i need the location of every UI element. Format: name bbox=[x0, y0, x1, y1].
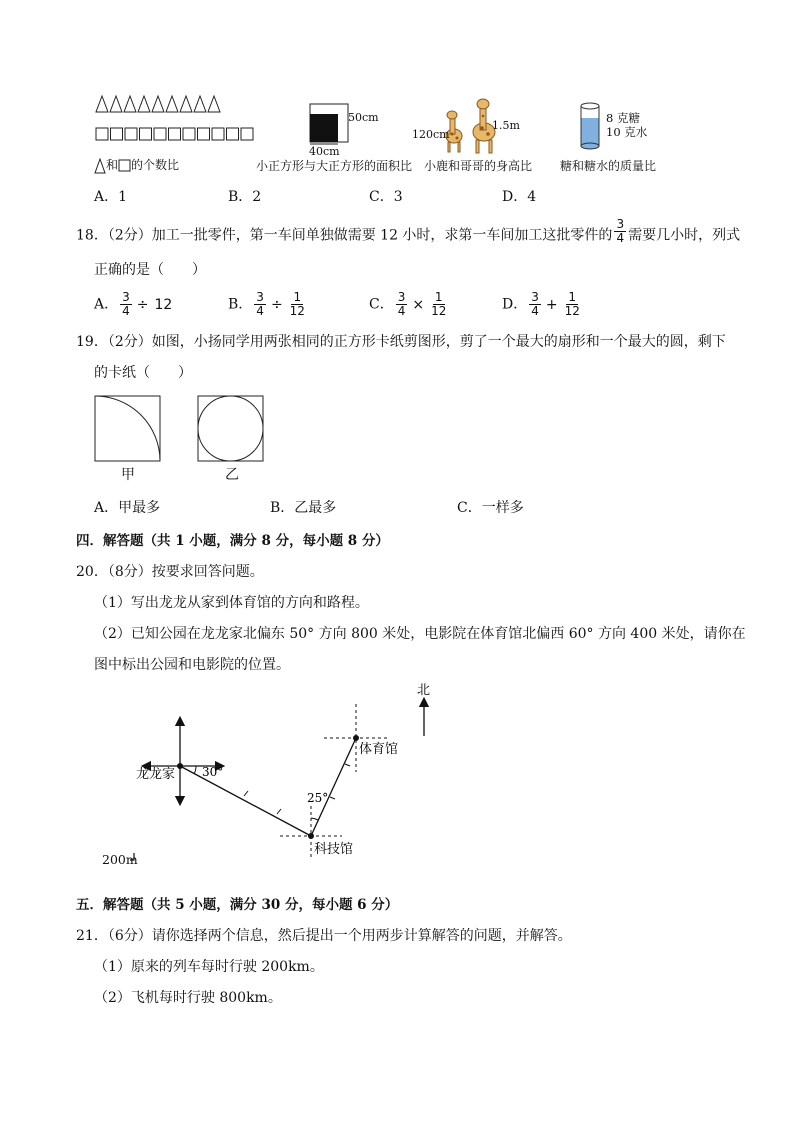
q17-option-d[interactable]: D．4 bbox=[502, 189, 537, 205]
q17-option-b[interactable]: B．2 bbox=[228, 189, 262, 205]
q17-fig3-caption: 小鹿和哥哥的身高比 bbox=[424, 159, 533, 173]
section-5-heading: 五．解答题（共 5 小题，满分 30 分，每小题 6 分） bbox=[76, 897, 399, 913]
square-icon bbox=[118, 159, 131, 172]
triangle-shape bbox=[180, 96, 192, 112]
square-shape bbox=[154, 128, 166, 140]
q17-fig4-line1: 8 克糖 bbox=[606, 111, 640, 125]
q19-option-a[interactable]: A．甲最多 bbox=[94, 500, 161, 516]
q19-option-c[interactable]: C．一样多 bbox=[457, 500, 524, 516]
q18-fraction: $\frac{3}{4}$ bbox=[616, 217, 625, 245]
q20-map bbox=[130, 678, 450, 878]
q19-option-b[interactable]: B．乙最多 bbox=[270, 500, 337, 516]
q20-sub2-line1: （2）已知公园在龙龙家北偏东 50° 方向 800 米处，电影院在体育馆北偏西 60° 方向 400 米处，请你在 bbox=[94, 626, 746, 642]
square-shape bbox=[227, 128, 239, 140]
triangle-shape bbox=[124, 96, 136, 112]
q17-fig2-caption: 小正方形与大正方形的面积比 bbox=[256, 159, 413, 173]
q21-title: 21．（6分）请你选择两个信息，然后提出一个用两步计算解答的问题，并解答。 bbox=[76, 928, 572, 944]
q17-fig2-top-label: 50cm bbox=[348, 111, 379, 124]
q19-label-yi: 乙 bbox=[225, 467, 239, 483]
q19-label-jia: 甲 bbox=[121, 467, 135, 483]
q18-option-a[interactable]: A． $\frac{3}{4}$ ÷ 12 bbox=[94, 290, 173, 318]
q18-option-d[interactable]: D． $\frac{3}{4}$ + $\frac{1}{12}$ bbox=[502, 290, 580, 318]
triangle-icon bbox=[94, 158, 106, 174]
square-shape bbox=[198, 128, 210, 140]
square-shape bbox=[241, 128, 253, 140]
q21-info2: （2）飞机每时行驶 800km。 bbox=[94, 990, 282, 1006]
q17-option-c[interactable]: C．3 bbox=[369, 189, 403, 205]
triangle-shape bbox=[138, 96, 150, 112]
water-glass-image bbox=[578, 100, 602, 150]
path-home-to-tech bbox=[180, 766, 311, 836]
triangle-shape bbox=[166, 96, 178, 112]
map-angle2-label: 25° bbox=[307, 791, 329, 805]
q17-triangles-squares-figure bbox=[92, 94, 262, 154]
q18-question-line1: 18．（2分）加工一批零件，第一车间单独做需要 12 小时，求第一车间加工这批零件的 $\frac{3}{4}$ 需要几小时，列式 bbox=[76, 217, 741, 245]
section-4-heading: 四．解答题（共 1 小题，满分 8 分，每小题 8 分） bbox=[76, 533, 389, 549]
q17-fig1-caption: 和 的个数比 bbox=[94, 156, 179, 174]
square-shape bbox=[183, 128, 195, 140]
square-shape bbox=[140, 128, 152, 140]
path-tech-to-gym bbox=[311, 738, 356, 836]
q17-fig4-caption: 糖和糖水的质量比 bbox=[560, 159, 657, 173]
square-shape bbox=[111, 128, 123, 140]
q20-title: 20．（8分）按要求回答问题。 bbox=[76, 564, 264, 580]
map-home-label: 龙龙家 bbox=[136, 767, 176, 782]
q18-question-line2: 正确的是（ ） bbox=[94, 262, 206, 278]
square-shape bbox=[212, 128, 224, 140]
q20-sub1: （1）写出龙龙从家到体育馆的方向和路程。 bbox=[94, 595, 369, 611]
square-shape bbox=[96, 128, 108, 140]
map-north-label: 北 bbox=[417, 683, 431, 698]
q19-question-line1: 19．（2分）如图，小扬同学用两张相同的正方形卡纸剪图形，剪了一个最大的扇形和一个最大的圆，剩下 bbox=[76, 334, 726, 350]
q19-question-line2: 的卡纸（ ） bbox=[94, 365, 192, 381]
triangle-shape bbox=[110, 96, 122, 112]
triangle-shape bbox=[96, 96, 108, 112]
q17-option-a[interactable]: A．1 bbox=[94, 189, 128, 205]
map-angle1-label: 30° bbox=[202, 765, 224, 779]
triangle-shape bbox=[208, 96, 220, 112]
triangle-shape bbox=[152, 96, 164, 112]
map-tech-label: 科技馆 bbox=[314, 842, 354, 857]
square-shape bbox=[169, 128, 181, 140]
triangle-shape bbox=[194, 96, 206, 112]
square-shape bbox=[125, 128, 137, 140]
map-gym-label: 体育馆 bbox=[359, 742, 399, 757]
q20-sub2-line2: 图中标出公园和电影院的位置。 bbox=[94, 657, 290, 673]
q17-fig3-right-label: 1.5m bbox=[492, 119, 520, 132]
q18-option-c[interactable]: C． $\frac{3}{4}$ × $\frac{1}{12}$ bbox=[369, 290, 447, 318]
q17-fig4-line2: 10 克水 bbox=[606, 125, 648, 139]
q17-fig2-bottom-label: 40cm bbox=[309, 145, 340, 158]
q18-option-b[interactable]: B． $\frac{3}{4}$ ÷ $\frac{1}{12}$ bbox=[228, 290, 305, 318]
home-cross bbox=[146, 721, 220, 801]
q17-fig3-left-label: 120cm bbox=[412, 128, 450, 141]
q19-squares-figure bbox=[94, 395, 274, 465]
q21-info1: （1）原来的列车每时行驶 200km。 bbox=[94, 959, 324, 975]
map-scale-label: 200m bbox=[102, 852, 138, 867]
gym-point bbox=[353, 735, 359, 741]
